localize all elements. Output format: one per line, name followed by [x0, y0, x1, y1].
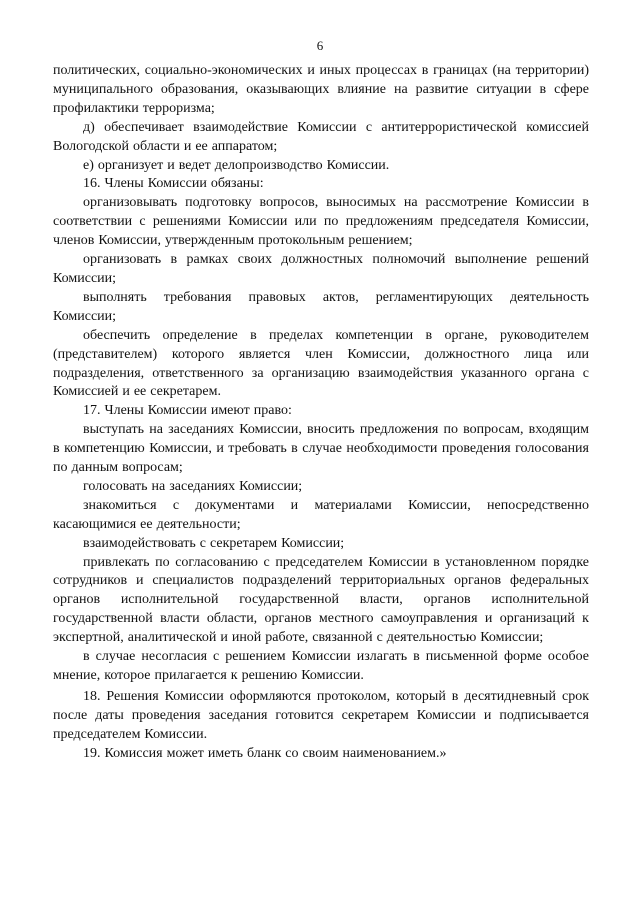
paragraph-duty-2: организовать в рамках своих должностных полномочий выполнение решений Комиссии; [53, 252, 589, 286]
paragraph-clause-16: 16. Члены Комиссии обязаны: [83, 176, 264, 192]
paragraph-right-6: в случае несогласия с решением Комиссии излагать в письменной форме особое мнение, которое прилагается к решению Комиссии. [53, 649, 589, 683]
paragraph-item-e: е) организует и ведет делопроизводство Комиссии. [83, 157, 390, 173]
document-body [53, 62, 589, 764]
paragraph-duty-3: выполнять требования правовых актов, регламентирующих деятельность Комиссии; [53, 289, 589, 324]
paragraph-right-2: голосовать на заседаниях Комиссии; [83, 478, 303, 494]
paragraph-right-5: привлекать по согласованию с председателем Комиссии в установленном порядке сотрудников и специалистов подразделений территориальных органов федеральных органов исполнительной государственной власти, органов исполнительной государственной власти области, органов местного самоуправления и организаций к экспертной, аналитической и иной работе, связанной с деятельностью Комиссии; [53, 554, 589, 646]
paragraph-right-3: знакомиться с документами и материалами Комиссии, непосредственно касающимися ее деятельности; [53, 497, 589, 532]
paragraph-clause-19: 19. Комиссия может иметь бланк со своим наименованием.» [83, 745, 447, 761]
paragraph-item-d: д) обеспечивает взаимодействие Комиссии с антитеррористической комиссией Вологодской области и ее аппаратом; [53, 119, 589, 154]
paragraph-duty-1: организовывать подготовку вопросов, выносимых на рассмотрение Комиссии в соответствии с решениями Комиссии или по предложениям председателя Комиссии, членов Комиссии, утвержденным протокольным решением; [53, 195, 589, 249]
paragraph-right-1: выступать на заседаниях Комиссии, вносить предложения по вопросам, входящим в компетенцию Комиссии, и требовать в случае необходимости проведения голосования по данным вопросам; [53, 422, 589, 476]
paragraph-clause-18: 18. Решения Комиссии оформляются протоколом, который в десятидневный срок после даты проведения заседания готовится секретарем Комиссии и подписывается председателем Комиссии. [53, 688, 589, 742]
paragraph-clause-17: 17. Члены Комиссии имеют право: [83, 403, 292, 419]
paragraph-continuation: политических, социально-экономических и иных процессах в границах (на территории) муниципального образования, оказывающих влияние на развитие ситуации в сфере профилактики терроризма; [53, 63, 589, 116]
paragraph-right-4: взаимодействовать с секретарем Комиссии; [83, 535, 345, 551]
paragraph-duty-4: обеспечить определение в пределах компетенции в органе, руководителем (представителем) которого является член Комиссии, должностного лица или подразделения, ответственного за организацию взаимодействия указанного органа с Комиссией и ее секретарем. [53, 327, 589, 400]
page-number: 6 [316, 38, 324, 53]
